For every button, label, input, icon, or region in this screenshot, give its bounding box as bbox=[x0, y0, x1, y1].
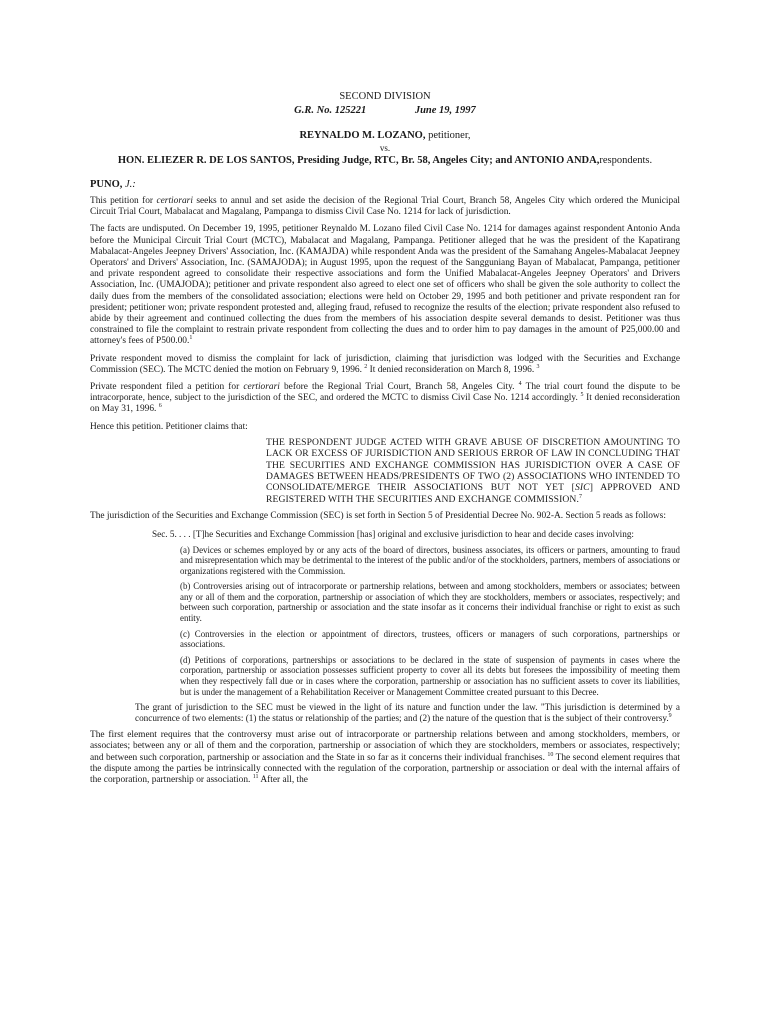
footnote-ref[interactable]: 9 bbox=[668, 713, 672, 720]
section-5-item-d: (d) Petitions of corporations, partnerships or associations to be declared in the state of suspension of payments in cases where the corporation, partnership or association possesses sufficient property to cover all its debts but foresees the impossibility of meeting them when they respectively fall due or in cases where the corporation, partnership or association has no sufficient assets to cover its liabilities, but is under the management of a Rehabilitation Receiver or Management Committee created pursuant to this Decree. bbox=[180, 654, 680, 697]
decision-date: June 19, 1997 bbox=[414, 105, 476, 116]
footnote-ref[interactable]: 5 bbox=[580, 392, 584, 399]
versus: vs. bbox=[379, 143, 391, 153]
petitioner-claim-quote: THE RESPONDENT JUDGE ACTED WITH GRAVE ABUSE OF DISCRETION AMOUNTING TO LACK OR EXCESS OF JURISDICTION AND SERIOUS ERROR OF LAW IN CONCLUDING THAT THE SECURITIES AND EXCHANGE COMMISSION HAS JURISDICTION OVER A CASE OF DAMAGES BETWEEN HEADS/PRESIDENTS OF TWO (2) ASSOCIATIONS WHO INTENDED TO CONSOLIDATE/MERGE THEIR ASSOCIATIONS BUT NOT YET [SIC] APPROVED AND REGISTERED WITH THE SECURITIES AND EXCHANGE COMMISSION.$^7$ bbox=[266, 436, 680, 505]
respondents-names: HON. ELIEZER R. DE LOS SANTOS, Presiding Judge, RTC, Br. 58, Angeles City; and ANTONIO ANDA, bbox=[117, 155, 600, 166]
case-number-line bbox=[90, 104, 680, 117]
footnote-ref[interactable]: 3 bbox=[536, 363, 540, 370]
grant-of-jurisdiction-paragraph: The grant of jurisdiction to the SEC must be viewed in the light of its nature and function under the law. "This jurisdiction is determined by a concurrence of two elements: (1) the status or relationship of the parties; and (2) the nature of the question that is the subject of their controversy.$^9$ bbox=[135, 702, 680, 724]
paragraph-elements: The first element requires that the controversy must arise out of intracorporate or partnership relations between and among stockholders, members, or associates; between any or all of them and the corporation, partnership or association of which they are stockholders, members or associates, respectively; and between such corporation, partnership or association and the State in so far as it concerns their individual franchises. $^{10}$ The second element requires that the dispute among the parties be intrinsically connected with the regulation of the corporation, partnership or association or deal with the internal affairs of the corporation, partnership or association. $^{11}$ After all, the bbox=[90, 730, 680, 786]
section-5-item-b: (b) Controversies arising out of intracorporate or partnership relations, between and among stockholders, members or associates; between any or all of them and the corporation, partnership or association of which they are stockholders, members or associates, respectively; and between such corporation, partnership or association and the state insofar as it concerns their individual franchise or right to exist as such entity. bbox=[180, 581, 680, 624]
footnote-ref[interactable]: 2 bbox=[364, 363, 368, 370]
footnote-ref[interactable]: 10 bbox=[547, 751, 554, 758]
ponente bbox=[90, 179, 680, 190]
section-5-item-c: (c) Controversies in the election or appointment of directors, trustees, officers or managers of such corporations, partnerships or associations. bbox=[180, 628, 680, 650]
paragraph-certiorari-rtc: Private respondent filed a petition for certiorari before the Regional Trial Court, Branch 58, Angeles City. $^4$ The trial court found the dispute to be intracorporate, hence, subject to the jurisdiction of the SEC, and ordered the MCTC to dismiss Civil Case No. 1214 accordingly. $^5$ It denied reconsideration on May 31, 1996. $^6$ bbox=[90, 380, 680, 415]
footnote-ref[interactable]: 1 bbox=[189, 335, 193, 342]
paragraph-motion-dismiss: Private respondent moved to dismiss the complaint for lack of jurisdiction, claiming that jurisdiction was lodged with the Securities and Exchange Commission (SEC). The MCTC denied the motion on February 9, 1996. $^2$ It denied reconsideration on March 8, 1996. $^3$ bbox=[90, 353, 680, 375]
division-heading: SECOND DIVISION bbox=[339, 91, 431, 102]
ponente-name: PUNO, bbox=[90, 179, 123, 190]
paragraph-intro: This petition for certiorari seeks to annul and set aside the decision of the Regional Trial Court, Branch 58, Angeles City which ordered the Municipal Circuit Trial Court, Mabalacat and Magalang, Pampanga to dismiss Civil Case No. 1214 for lack of jurisdiction. bbox=[90, 196, 680, 218]
paragraph-jurisdiction: The jurisdiction of the Securities and Exchange Commission (SEC) is set forth in Section 5 of Presidential Decree No. 902-A. Section 5 reads as follows: bbox=[90, 511, 666, 522]
footnote-ref[interactable]: 11 bbox=[252, 773, 259, 780]
footnote-ref[interactable]: 4 bbox=[518, 380, 522, 387]
petitioner-line bbox=[90, 129, 680, 142]
respondents-line bbox=[90, 154, 680, 167]
petitioner-role: petitioner, bbox=[425, 130, 471, 141]
gr-number: G.R. No. 125221 bbox=[294, 105, 367, 116]
footnote-ref[interactable]: 6 bbox=[158, 403, 162, 410]
ponente-title: J.: bbox=[122, 179, 136, 190]
respondents-role: respondents. bbox=[599, 155, 653, 166]
footnote-ref[interactable]: 7 bbox=[578, 493, 583, 500]
paragraph-facts: The facts are undisputed. On December 19, 1995, petitioner Reynaldo M. Lozano filed Civil Case No. 1214 for damages against respondent Antonio Anda before the Municipal Circuit Trial Court (MCTC), Mabalacat and Magalang, Pampanga. Petitioner alleged that he was the president of the Kapatirang Mabalacat-Angeles Jeepney Drivers' Association, Inc. (KAMAJDA) while respondent Anda was the president of the Samahang Angeles-Mabalacat Jeepney Operators' and Drivers' Association, Inc. (SAMAJODA); in August 1995, upon the request of the Sangguniang Bayan of Mabalacat, Pampanga, petitioner and private respondent agreed to consolidate their respective associations and form the Unified Mabalacat-Angeles Jeepney Operators' and Drivers Association, Inc. (UMAJODA); petitioner and private respondent also agreed to elect one set of officers who shall be given the sole authority to collect the daily dues from the members of the consolidated association; elections were held on October 29, 1995 and both petitioner and private respondent ran for president; petitioner won; private respondent protested and, alleging fraud, refused to recognize the results of the election; private respondent also refused to abide by their agreement and continued collecting the dues from the members of his association despite several demands to desist. Petitioner was thus constrained to file the complaint to restrain private respondent from collecting the dues and to order him to pay damages in the amount of P25,000.00 and attorney's fees of P500.00.$^1$ bbox=[90, 224, 680, 347]
section-5-quote: Sec. 5. . . . [T]he Securities and Exchange Commission [has] original and exclusive jurisdiction to hear and decide cases involving: bbox=[152, 528, 634, 539]
paragraph-hence: Hence this petition. Petitioner claims that: bbox=[90, 421, 248, 432]
section-5-item-a: (a) Devices or schemes employed by or any acts of the board of directors, business associates, its officers or partners, amounting to fraud and misrepresentation which may be detrimental to the interest of the public and/or of the stockholders, partners, members of associations or organizations registered with the Commission. bbox=[180, 544, 680, 576]
petitioner-name: REYNALDO M. LOZANO, bbox=[299, 130, 426, 141]
